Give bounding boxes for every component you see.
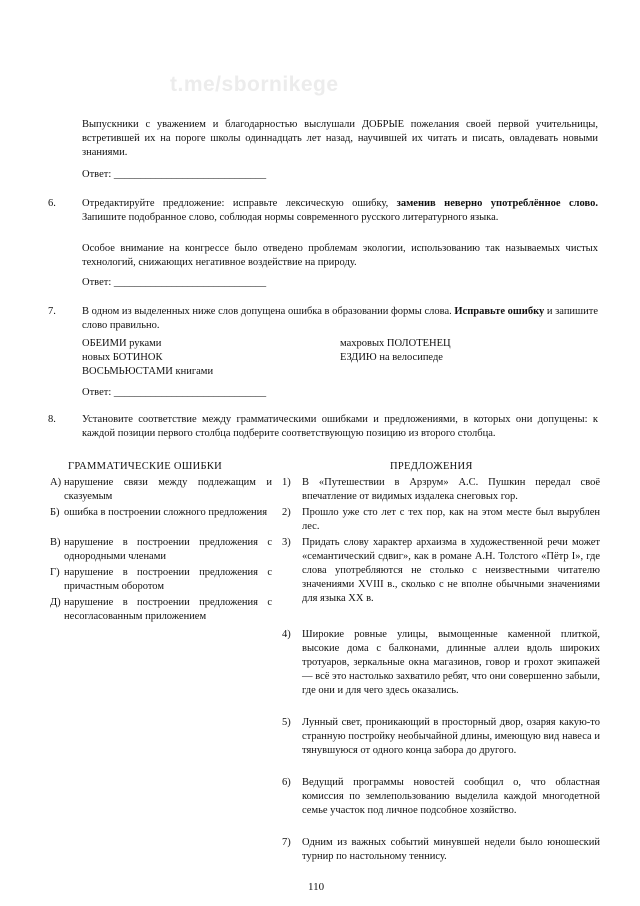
answer-line-7 bbox=[82, 386, 266, 400]
page-number: 110 bbox=[308, 881, 325, 893]
sentence-label: 7) bbox=[282, 837, 291, 848]
sentence-label: 3) bbox=[282, 537, 291, 548]
sentence-label: 1) bbox=[282, 477, 291, 488]
sentence-text: Придать слову характер архаизма в художественной речи может «семантический сдвиг», как в романе А.Н. Толстого «Пётр I», где слова употребляются не столько с неизвестными читателю значениями XVIII в., сколько с не вполне обычными значениями для языка XX в. bbox=[302, 537, 600, 604]
sentence-text: Широкие ровные улицы, вымощенные каменной плиткой, высокие дома с балконами, длинные аллеи вдоль широких тротуаров, зеркальные окна магазинов, говор и грохот экипажей — всё это настолько захватило ребят, что они совершенно забыли, где они и для чего здесь оказались. bbox=[302, 629, 600, 696]
task-7-word-2: новых БОТИНОК bbox=[82, 352, 163, 363]
task-6-intro: Отредактируйте предложение: исправьте лексическую ошибку, bbox=[82, 198, 389, 209]
error-label: В) bbox=[50, 537, 61, 548]
error-text: ошибка в построении сложного предложения bbox=[64, 507, 268, 518]
sentence-text: Одним из важных событий минувшей недели было юношеский турнир по настольному теннису. bbox=[302, 837, 600, 862]
error-label: Г) bbox=[50, 567, 60, 578]
error-text: нарушение в построении предложения с однородными членами bbox=[64, 537, 272, 562]
task-7-intro: В одном из выделенных ниже слов допущена ошибка в образовании формы слова. bbox=[82, 306, 452, 317]
task-7-rest: и запишите слово правильно. bbox=[82, 306, 599, 331]
answer-label: Ответ: bbox=[82, 169, 112, 180]
answer-label: Ответ: bbox=[82, 277, 112, 288]
answer-label: Ответ: bbox=[82, 387, 112, 398]
errors-column-title: ГРАММАТИЧЕСКИЕ ОШИБКИ bbox=[68, 461, 223, 472]
sentences-column-title: ПРЕДЛОЖЕНИЯ bbox=[390, 461, 473, 472]
task-6-bold: заменив неверно употреблённое слово. bbox=[396, 198, 599, 209]
answer-blank[interactable]: _____________________________ bbox=[113, 169, 267, 180]
task-8-instruction: Установите соответствие между грамматическими ошибками и предложениями, в которых они допущены: к каждой позиции первого столбца подберите соответствующую позицию из второго столбца. bbox=[82, 414, 598, 439]
error-label: Д) bbox=[50, 597, 61, 608]
sentence-label: 4) bbox=[282, 629, 291, 640]
task-7-bold: Исправьте ошибку bbox=[454, 306, 545, 317]
task-6-sentence: Особое внимание на конгрессе было отведено проблемам экологии, использованию так называемых чистых технологий, снижающих негативное воздействие на природу. bbox=[82, 243, 598, 268]
sentence-text: Прошло уже сто лет с тех пор, как на этом месте был вырублен лес. bbox=[302, 507, 600, 532]
task-6-rest: Запишите подобранное слово, соблюдая нормы современного русского литературного языка. bbox=[82, 212, 499, 223]
error-label: Б) bbox=[50, 507, 60, 518]
error-text: нарушение связи между подлежащим и сказуемым bbox=[64, 477, 272, 502]
sentence-text: Лунный свет, проникающий в просторный двор, озаряя какую-то странную постройку необычайной длины, имеющую вид навеса и тянувшуюся от одного конца забора до другого. bbox=[302, 717, 600, 756]
watermark: t.me/sbornikege bbox=[170, 73, 339, 96]
error-label: А) bbox=[50, 477, 62, 488]
sentence-label: 2) bbox=[282, 507, 291, 518]
error-text: нарушение в построении предложения с несогласованным приложением bbox=[64, 597, 272, 622]
task-7-instruction bbox=[82, 305, 598, 333]
task-6-instruction bbox=[82, 197, 598, 225]
answer-blank[interactable]: _____________________________ bbox=[113, 387, 267, 398]
answer-line-5 bbox=[82, 168, 266, 182]
answer-blank[interactable]: _____________________________ bbox=[113, 277, 267, 288]
sentence-text: В «Путешествии в Арзрум» А.С. Пушкин передал своё впечатление от видимых издалека снеговых гор. bbox=[302, 477, 600, 502]
task-8-number: 8. bbox=[48, 414, 56, 425]
answer-line-6 bbox=[82, 276, 266, 290]
error-text: нарушение в построении предложения с причастным оборотом bbox=[64, 567, 272, 592]
task-7-word-1: ОБЕИМИ руками bbox=[82, 338, 162, 349]
task-7-word-3: ВОСЬМЬЮСТАМИ книгами bbox=[82, 366, 214, 377]
sentence-label: 5) bbox=[282, 717, 291, 728]
task-6-number: 6. bbox=[48, 198, 56, 209]
task-7-word-5: ЕЗДИЮ на велосипеде bbox=[340, 352, 443, 363]
intro-sentence: Выпускники с уважением и благодарностью выслушали ДОБРЫЕ пожелания своей первой учительницы, встретившей их на пороге школы одиннадцать лет назад, научившей их читать и писать, овладевать новыми знаниями. bbox=[82, 119, 598, 158]
sentence-text: Ведущий программы новостей сообщил о, что областная комиссия по землепользованию выделила каждой многодетной семье участок под личное подсобное хозяйство. bbox=[302, 777, 600, 816]
task-7-word-4: махровых ПОЛОТЕНЕЦ bbox=[340, 338, 451, 349]
task-7-number: 7. bbox=[48, 306, 56, 317]
sentence-label: 6) bbox=[282, 777, 291, 788]
